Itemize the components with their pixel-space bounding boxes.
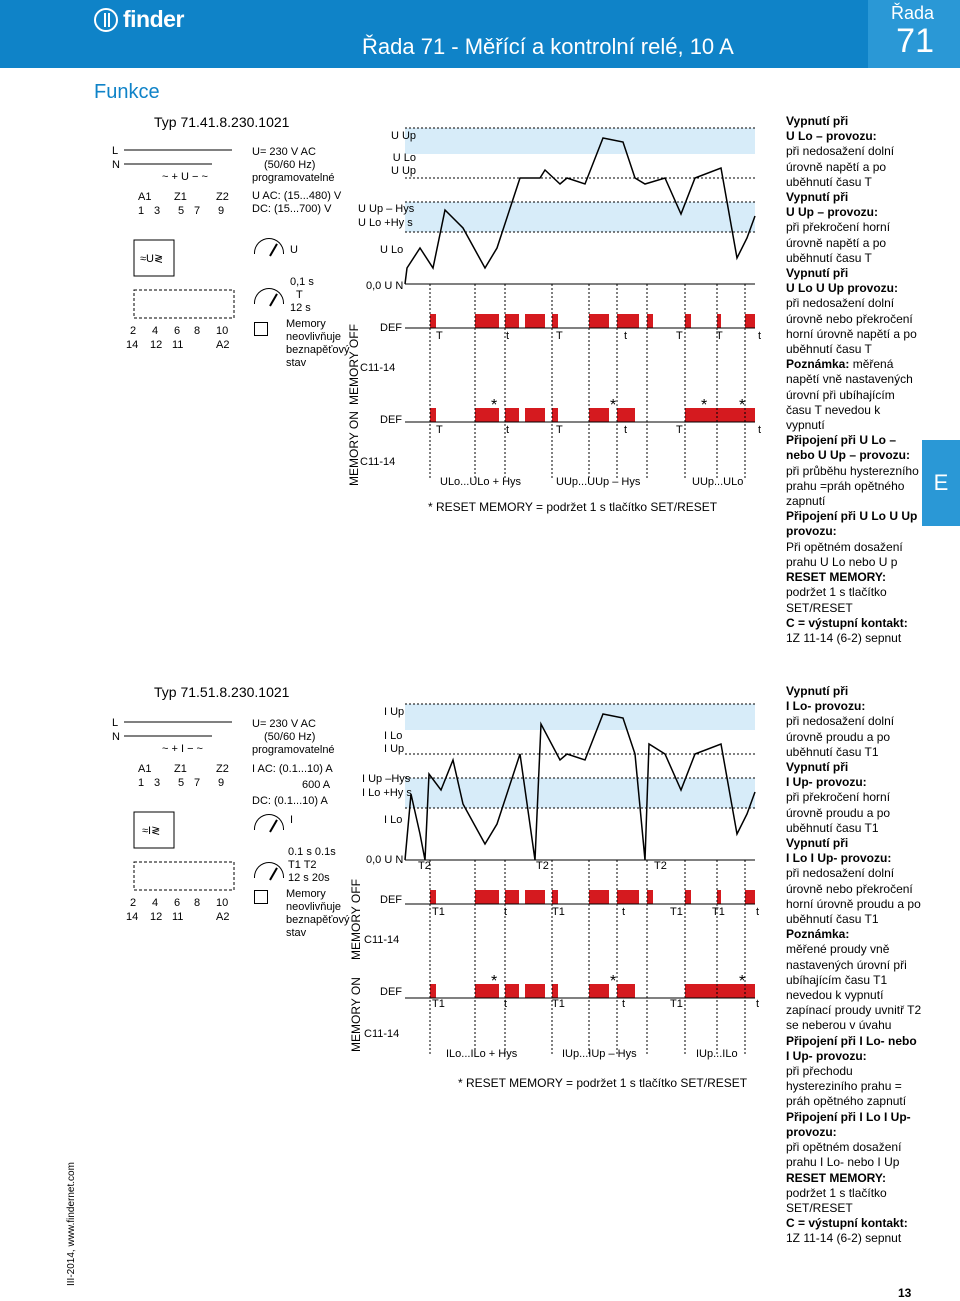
svg-text:*: * bbox=[701, 397, 708, 414]
row-c11-14: C11-14 bbox=[360, 456, 396, 468]
desc-line: Připojení při I Lo- nebo I Up- provozu: bbox=[786, 1033, 917, 1063]
spec-block-top: U= 230 V AC (50/60 Hz) programovatelné U AC: (15...480) V DC: (15...700) V bbox=[252, 146, 342, 215]
desc-line: při překročení horní úrovně napětí a po uběhnutí času T bbox=[786, 220, 891, 265]
svg-text:6: 6 bbox=[174, 897, 181, 909]
svg-text:2: 2 bbox=[130, 325, 137, 337]
row-c11-14: C11-14 bbox=[364, 934, 400, 946]
timer-labels-top: 0,1 s T 12 s bbox=[290, 276, 314, 314]
spec-block-bottom: U= 230 V AC (50/60 Hz) programovatelné I AC: (0.1...10) A 600 A DC: (0.1...10) A bbox=[252, 718, 335, 807]
desc-line: 1Z 11-14 (6-2) sepnut bbox=[786, 1231, 902, 1246]
finder-emblem-icon bbox=[94, 8, 118, 32]
finder-logo: finder bbox=[94, 6, 184, 33]
memory-switch-icon bbox=[254, 890, 268, 904]
desc-line: při nedosažení dolní úrovně napětí a po uběhnutí času T bbox=[786, 144, 895, 189]
desc-line: U Up – provozu: bbox=[786, 205, 878, 220]
svg-text:8: 8 bbox=[194, 897, 201, 909]
svg-text:~ + I − ~: ~ + I − ~ bbox=[162, 743, 203, 755]
desc-line: Při opětném dosažení prahu U Lo nebo U p bbox=[786, 539, 903, 569]
description-top bbox=[786, 114, 922, 646]
desc-line: I Lo I Up- provozu: bbox=[786, 851, 892, 866]
row-c11-14: C11-14 bbox=[364, 1028, 400, 1040]
meter-knob-icon bbox=[254, 238, 284, 254]
range-label: ILo...ILo + Hys bbox=[446, 1048, 518, 1060]
svg-text:9: 9 bbox=[218, 205, 225, 217]
mark: t bbox=[756, 906, 760, 918]
series-label: Řada bbox=[890, 3, 934, 23]
range-label: IUp...IUp – Hys bbox=[562, 1048, 637, 1060]
desc-line: RESET MEMORY: bbox=[786, 1170, 887, 1185]
desc-line: Vypnutí při bbox=[786, 266, 849, 281]
desc-note-label: Poznámka: bbox=[786, 357, 850, 372]
mark: T1 bbox=[670, 998, 683, 1010]
wiring-diagram-bottom bbox=[112, 712, 252, 972]
mark: T bbox=[676, 424, 683, 436]
timer-labels-bottom: 0.1 s 0.1s T1 T2 12 s 20s bbox=[288, 846, 336, 884]
mark: t bbox=[624, 330, 628, 342]
svg-text:10: 10 bbox=[216, 325, 229, 337]
memory-note-top: Memory neovlivňuje beznapěťový stav bbox=[286, 318, 350, 369]
svg-text:*: * bbox=[739, 973, 746, 990]
svg-text:3: 3 bbox=[154, 777, 161, 789]
model-bottom: Typ 71.51.8.230.1021 bbox=[154, 684, 290, 700]
desc-line: Vypnutí při bbox=[786, 684, 849, 698]
timer-knob-icon bbox=[254, 288, 284, 304]
desc-note-text: měřená napětí vně nastavených úrovní při ubíhajícím času T nevedou k vypnutí bbox=[786, 357, 913, 433]
page-title: Řada 71 - Měřící a kontrolní relé, 10 A bbox=[362, 34, 734, 59]
desc-line: při nedosažení dolní úrovně nebo překročení horní úrovně napětí a po uběhnutí času T bbox=[786, 296, 917, 357]
svg-text:Z2: Z2 bbox=[216, 191, 229, 203]
svg-text:A2: A2 bbox=[216, 911, 230, 923]
svg-text:7: 7 bbox=[194, 777, 201, 789]
svg-text:A1: A1 bbox=[138, 763, 152, 775]
svg-text:10: 10 bbox=[216, 897, 229, 909]
memory-note-bottom: Memory neovlivňuje beznapěťový stav bbox=[286, 888, 350, 939]
desc-line: při překročení horní úrovně proudu a po uběhnutí času T1 bbox=[786, 790, 891, 835]
svg-text:L: L bbox=[112, 145, 119, 157]
svg-text:4: 4 bbox=[152, 897, 159, 909]
mark: t bbox=[624, 424, 628, 436]
svg-text:5: 5 bbox=[178, 777, 185, 789]
svg-text:14: 14 bbox=[126, 339, 139, 351]
page-header bbox=[0, 0, 960, 68]
mode-memory-off-top: MEMORY OFF bbox=[347, 324, 361, 405]
desc-line: I Lo- provozu: bbox=[786, 699, 866, 714]
row-def: DEF bbox=[380, 414, 402, 426]
level-ulo: U Lo bbox=[380, 244, 404, 256]
svg-text:9: 9 bbox=[218, 777, 225, 789]
level-zero: 0,0 U N bbox=[366, 280, 404, 292]
svg-text:*: * bbox=[491, 397, 498, 414]
mark: T bbox=[436, 330, 443, 342]
row-def: DEF bbox=[380, 322, 402, 334]
model-top: Typ 71.41.8.230.1021 bbox=[154, 114, 290, 130]
desc-line: při nedosažení dolní úrovně proudu a po uběhnutí času T1 bbox=[786, 714, 895, 759]
svg-text:≈U≷: ≈U≷ bbox=[140, 253, 164, 265]
svg-text:8: 8 bbox=[194, 325, 201, 337]
desc-line: nebo U Up – provozu: bbox=[786, 448, 910, 463]
mark: t bbox=[758, 424, 762, 436]
desc-line: Vypnutí při bbox=[786, 760, 849, 775]
svg-text:N: N bbox=[112, 731, 120, 743]
svg-text:≈I≷: ≈I≷ bbox=[142, 825, 161, 837]
range-label: IUp...ILo bbox=[696, 1048, 738, 1060]
svg-text:*: * bbox=[491, 973, 498, 990]
wiring-diagram-top bbox=[112, 140, 252, 400]
desc-line: Připojení při I Lo I Up- provozu: bbox=[786, 1109, 911, 1139]
svg-text:7: 7 bbox=[194, 205, 201, 217]
svg-text:Z1: Z1 bbox=[174, 191, 187, 203]
page-number: 13 bbox=[898, 1286, 912, 1300]
desc-line: při průběhu hysterezního prahu =práh opětného zapnutí bbox=[786, 463, 919, 509]
desc-line: Připojení při U Lo U Up provozu: bbox=[786, 509, 918, 539]
desc-line: 1Z 11-14 (6-2) sepnut bbox=[786, 630, 902, 645]
mark: T bbox=[556, 330, 563, 342]
desc-line: podržet 1 s tlačítko SET/RESET bbox=[786, 1185, 887, 1215]
level-zero: 0,0 U N bbox=[366, 854, 404, 866]
desc-line: Vypnutí při bbox=[786, 114, 849, 128]
mark: T1 bbox=[670, 906, 683, 918]
mark: T bbox=[436, 424, 443, 436]
meter-label: I bbox=[290, 814, 294, 826]
desc-line: C = výstupní kontakt: bbox=[786, 615, 908, 630]
mark: t bbox=[622, 906, 626, 918]
desc-line: při nedosažení dolní úrovně nebo překročení horní úrovně proudu a po uběhnutí času T1 bbox=[786, 866, 921, 927]
desc-line: podržet 1 s tlačítko SET/RESET bbox=[786, 585, 887, 615]
mark: t bbox=[504, 906, 508, 918]
series-number: 71 bbox=[896, 22, 934, 60]
mark: T1 bbox=[432, 906, 445, 918]
range-label: UUp...ULo bbox=[692, 476, 744, 488]
footnote-bottom: * RESET MEMORY = podržet 1 s tlačítko SET/RESET bbox=[458, 1076, 748, 1090]
desc-line: při přechodu hystereziního prahu = práh opětného zapnutí bbox=[786, 1064, 907, 1109]
svg-text:6: 6 bbox=[174, 325, 181, 337]
mark: T bbox=[556, 424, 563, 436]
desc-line: při opětném dosažení prahu I Lo- nebo I Up bbox=[786, 1140, 902, 1170]
footnote-top: * RESET MEMORY = podržet 1 s tlačítko SET/RESET bbox=[428, 500, 718, 514]
svg-text:12: 12 bbox=[150, 339, 163, 351]
mark: t bbox=[506, 330, 510, 342]
svg-text:3: 3 bbox=[154, 205, 161, 217]
range-label: ULo...ULo + Hys bbox=[440, 476, 522, 488]
levels-bottom-hys: I Up –Hys I Lo +Hy s bbox=[362, 773, 412, 799]
mark: T1 bbox=[552, 906, 565, 918]
mode-memory-off-bottom: MEMORY OFF bbox=[349, 879, 363, 960]
desc-line: Vypnutí při bbox=[786, 190, 849, 205]
footer-side-text: III-2014, www.findernet.com bbox=[66, 1162, 77, 1286]
desc-line bbox=[786, 357, 922, 433]
levels-top-hys: U Up – Hys U Lo +Hy s bbox=[358, 203, 415, 229]
svg-text:4: 4 bbox=[152, 325, 159, 337]
mark: T bbox=[716, 330, 723, 342]
desc-line: měřené proudy vně nastavených úrovní při ubíhajícím času T1 nevedou k vypnutí zapínací proudy uvnitř T2 se neberou v úvahu bbox=[786, 942, 922, 1033]
level-ilo: I Lo bbox=[384, 814, 403, 826]
mark-t2: T2 bbox=[536, 860, 549, 872]
mark-t2: T2 bbox=[654, 860, 667, 872]
svg-text:~ + U − ~: ~ + U − ~ bbox=[162, 171, 208, 183]
svg-text:12: 12 bbox=[150, 911, 163, 923]
desc-line: RESET MEMORY: bbox=[786, 570, 887, 585]
range-label: UUp...UUp – Hys bbox=[556, 476, 641, 488]
levels-top: U Up U Lo U Up bbox=[390, 130, 416, 178]
timing-diagram-bottom bbox=[345, 694, 775, 1094]
mark: t bbox=[756, 998, 760, 1010]
row-c11-14: C11-14 bbox=[360, 362, 396, 374]
mark: t bbox=[758, 330, 762, 342]
series-box bbox=[868, 0, 960, 68]
svg-text:*: * bbox=[610, 397, 617, 414]
svg-text:N: N bbox=[112, 159, 120, 171]
desc-line: Vypnutí při bbox=[786, 836, 849, 851]
svg-text:*: * bbox=[739, 397, 746, 414]
desc-line: U Lo – provozu: bbox=[786, 129, 877, 144]
svg-text:A1: A1 bbox=[138, 191, 152, 203]
mark: t bbox=[504, 998, 508, 1010]
mark: T1 bbox=[552, 998, 565, 1010]
mode-memory-on-top: MEMORY ON bbox=[347, 411, 361, 486]
desc-line: C = výstupní kontakt: bbox=[786, 1216, 908, 1231]
svg-text:L: L bbox=[112, 717, 119, 729]
memory-switch-icon bbox=[254, 322, 268, 336]
svg-text:1: 1 bbox=[138, 205, 145, 217]
mark-t2: T2 bbox=[418, 860, 431, 872]
mark: T1 bbox=[432, 998, 445, 1010]
description-bottom bbox=[786, 684, 922, 1247]
meter-label: U bbox=[290, 244, 298, 256]
svg-text:11: 11 bbox=[172, 339, 184, 351]
section-tab-e: E bbox=[922, 440, 960, 526]
meter-knob-icon bbox=[254, 814, 284, 830]
timer-knob-icon bbox=[254, 862, 284, 878]
mark: T1 bbox=[712, 906, 725, 918]
mark: T bbox=[676, 330, 683, 342]
svg-text:11: 11 bbox=[172, 911, 184, 923]
mark: t bbox=[506, 424, 510, 436]
levels-bottom: I Up I Lo I Up bbox=[384, 706, 405, 756]
svg-text:1: 1 bbox=[138, 777, 145, 789]
svg-text:2: 2 bbox=[130, 897, 137, 909]
section-title: Funkce bbox=[94, 81, 160, 103]
mark: t bbox=[622, 998, 626, 1010]
desc-line: I Up- provozu: bbox=[786, 775, 867, 790]
svg-text:A2: A2 bbox=[216, 339, 230, 351]
row-def: DEF bbox=[380, 894, 402, 906]
desc-line: Připojení při U Lo – bbox=[786, 433, 897, 448]
mode-memory-on-bottom: MEMORY ON bbox=[349, 977, 363, 1052]
svg-text:Z1: Z1 bbox=[174, 763, 187, 775]
svg-text:*: * bbox=[610, 973, 617, 990]
row-def: DEF bbox=[380, 986, 402, 998]
svg-text:Z2: Z2 bbox=[216, 763, 229, 775]
desc-line: Poznámka: bbox=[786, 927, 850, 942]
svg-text:5: 5 bbox=[178, 205, 185, 217]
desc-line: U Lo U Up provozu: bbox=[786, 281, 898, 296]
svg-text:14: 14 bbox=[126, 911, 139, 923]
